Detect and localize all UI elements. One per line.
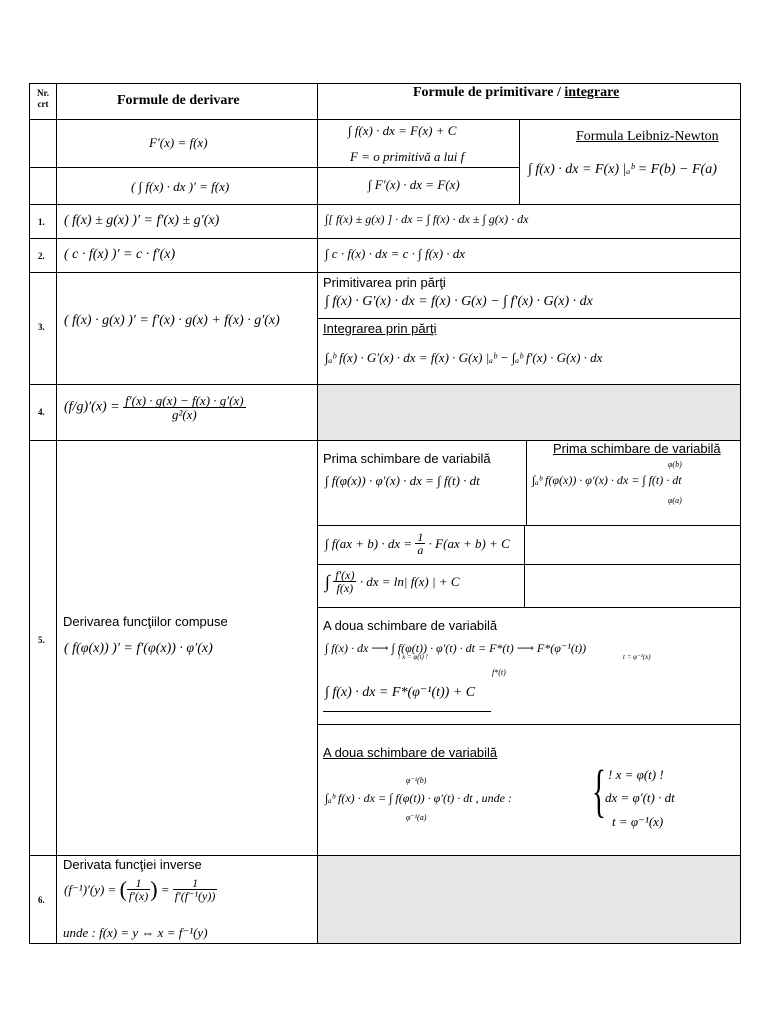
second-substitution-def-formula: ∫ₐᵇ f(x) · dx = ∫ f(φ(t)) · φ′(t) · dt , unde : [325,791,512,805]
first-substitution-title: Prima schimbare de variabilă [323,451,491,466]
second-substitution-underline [323,711,491,712]
inverse-derivative-condition: unde : f(x) = y ⇔ x = f⁻¹(y) [63,925,208,940]
prim-note: F = o primitivă a lui f [350,149,465,164]
prim-of-derivative: ∫ F′(x) · dx = F(x) [368,177,460,192]
second-substitution-def-lower-limit: φ⁻¹(a) [406,813,427,822]
deriv-composite-formula: ( f(φ(x)) )′ = f′(φ(x)) · φ′(x) [64,641,213,656]
deriv-sum: ( f(x) ± g(x) )′ = f′(x) ± g′(x) [64,213,220,228]
deriv-quotient: (f/g)′(x) = $\frac{f'(x) \cdot g(x) - f(x) \cdot g'(x)}{\text{g²(x)}}$ [64,393,244,422]
row-number-2: 2. [38,251,45,261]
first-substitution-lower-limit: φ(a) [668,496,682,505]
second-substitution-title: A doua schimbare de variabilă [323,618,498,633]
int-by-parts-title: Integrarea prin părţi [323,321,437,336]
leibniz-newton-title: Formula Leibniz-Newton [576,129,719,144]
row-number-6: 6. [38,895,45,905]
condition-3: t = φ⁻¹(x) [612,814,664,829]
deriv-of-integral: ( ∫ f(x) · dx )′ = f(x) [131,179,230,194]
second-substitution-brace: f*(t) [492,668,506,677]
first-substitution-formula: ∫ f(φ(x)) · φ′(x) · dx = ∫ f(t) · dt [325,473,480,488]
prim-sum: ∫[ f(x) ± g(x) ] · dx = ∫ f(x) · dx ± ∫ g(x) · dx [325,212,529,226]
first-substitution-def-formula: ∫ₐᵇ f(φ(x)) · φ′(x) · dx = ∫ f(t) · dt [532,473,682,487]
condition-1: ! x = φ(t) ! [608,767,664,782]
prim-constant: ∫ c · f(x) · dx = c · ∫ f(x) · dx [325,246,466,261]
condition-2: dx = φ′(t) · dt [605,790,675,805]
second-substitution-def-title: A doua schimbare de variabilă [323,745,498,760]
row-number-5: 5. [38,635,45,645]
inverse-derivative-formula: (f⁻¹)′(y) = ( $\frac{1}{f'(x)}$ ) = $\frac{1}{\text{f′(f⁻¹(y))}}$ [64,876,216,903]
prim-by-parts-formula: ∫ f(x) · G′(x) · dx = f(x) · G(x) − ∫ f′(x) · G(x) · dx [325,294,593,309]
row-number-1: 1. [38,217,45,227]
deriv-composite-title: Derivarea funcţiilor compuse [63,614,228,629]
second-substitution-formula: ∫ f(x) · dx ⟶ ∫ f(φ(t)) · φ′(t) · dt = F*(t) ⟶ F*(φ⁻¹(t)) [325,641,587,655]
empty-cell-row6 [318,856,740,943]
second-substitution-arrow1: ! x = φ(t) ! [398,653,428,661]
linear-substitution-formula: ∫ f(ax + b) · dx = $\frac{1}{a}$ · F(ax + b) + C [325,530,510,557]
deriv-primitive-def: F′(x) = f(x) [149,135,208,150]
inverse-derivative-title: Derivata funcţiei inverse [63,857,202,872]
second-substitution-def-upper-limit: φ⁻¹(b) [406,776,427,785]
header-nr-crt: Nr. crt [37,88,49,109]
second-substitution-result: ∫ f(x) · dx = F*(φ⁻¹(t)) + C [325,685,476,700]
int-by-parts-formula: ∫ₐᵇ f(x) · G′(x) · dx = f(x) · G(x) |ₐᵇ − ∫ₐᵇ f′(x) · G(x) · dx [325,350,603,365]
leibniz-newton-formula: ∫ f(x) · dx = F(x) |ₐᵇ = F(b) − F(a) [528,162,717,177]
row-number-3: 3. [38,322,45,332]
log-derivative-formula: ∫ $\frac{f'(x)}{f(x)}$ · dx = ln| f(x) | + C [325,568,460,595]
header-derivation: Formule de derivare [117,93,240,108]
empty-cell-row4 [318,385,740,440]
header-primitive: Formule de primitivare / integrare [413,85,620,100]
conditions-brace: { [592,758,606,823]
row-number-4: 4. [38,407,45,417]
deriv-product: ( f(x) · g(x) )′ = f′(x) · g(x) + f(x) · g′(x) [64,313,280,328]
prim-by-parts-title: Primitivarea prin părţi [323,275,446,290]
deriv-constant: ( c · f(x) )′ = c · f′(x) [64,247,176,262]
first-substitution-def-title: Prima schimbare de variabilă [553,441,721,456]
second-substitution-arrow2: t = φ⁻¹(x) [623,653,651,661]
prim-indefinite-integral: ∫ f(x) · dx = F(x) + C [348,123,457,138]
first-substitution-upper-limit: φ(b) [668,460,682,469]
